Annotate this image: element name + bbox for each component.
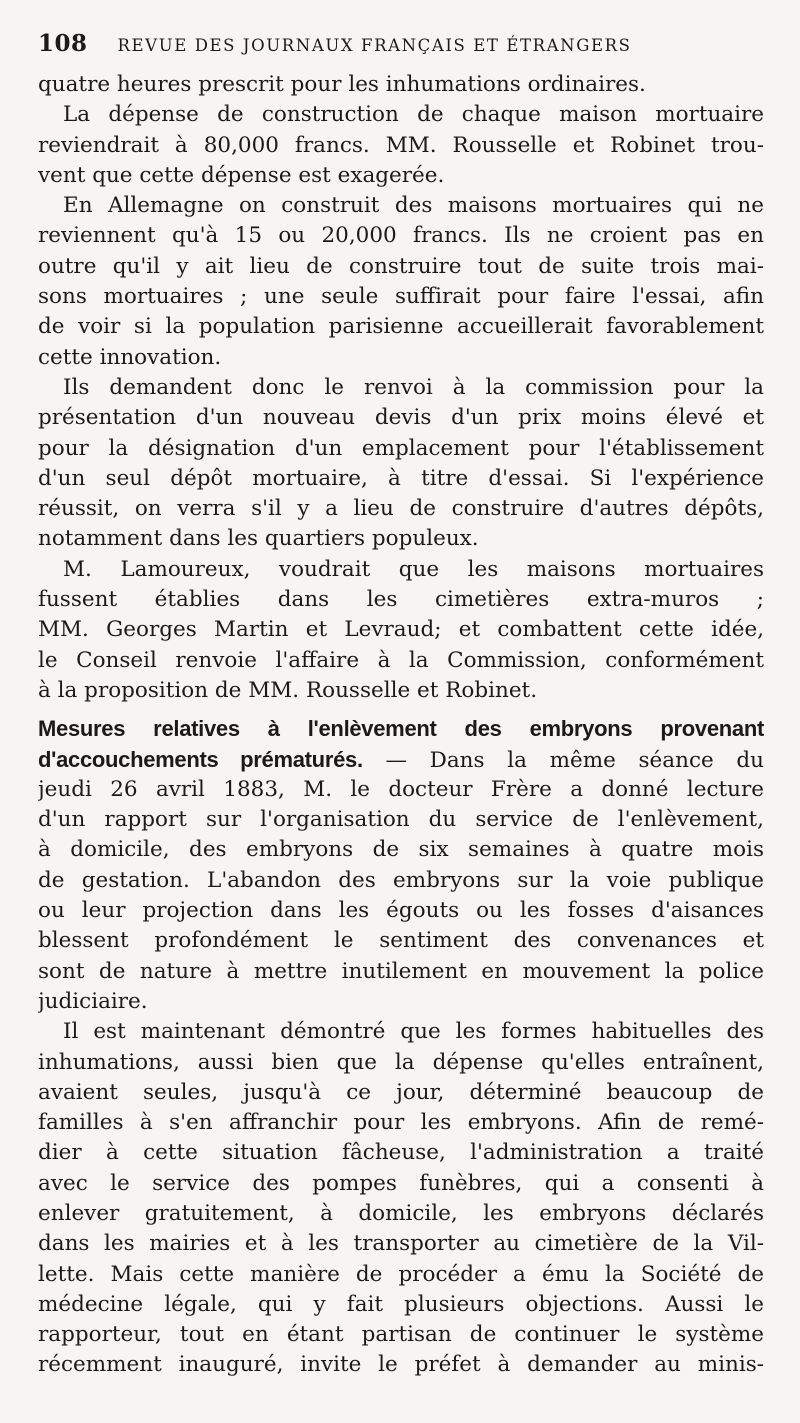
text-line: blessent profondément le sentiment des convenances et [38, 928, 764, 954]
page-number: 108 [38, 30, 88, 57]
running-header [38, 30, 764, 70]
text-line: Ils demandent donc le renvoi à la commission pour la [63, 374, 764, 400]
document-page [38, 30, 764, 1381]
text-line: d'un seul dépôt mortuaire, à titre d'essai. Si l'expérience [38, 465, 764, 491]
text-line: présentation d'un nouveau devis d'un prix moins élevé et [38, 405, 764, 431]
text-line: fussent établies dans les cimetières extra-muros ; [38, 587, 764, 613]
text-line: pour la désignation d'un emplacement pour l'établissement [38, 435, 764, 461]
body-text [38, 70, 764, 1381]
text-line: avaient seules, jusqu'à ce jour, déterminé beaucoup de [38, 1079, 764, 1105]
text-line: En Allemagne on construit des maisons mortuaires qui ne [63, 193, 764, 219]
text-line: jeudi 26 avril 1883, M. le docteur Frère a donné lecture [38, 776, 764, 802]
section-heading-continued: d'accouchements prématurés. [38, 746, 363, 772]
text-line: à la proposition de MM. Rousselle et Robinet. [38, 677, 538, 703]
paragraph-intro: — Dans la même séance du [362, 747, 764, 773]
text-line: de gestation. L'abandon des embryons sur la voie publique [38, 867, 764, 893]
text-line: judiciaire. [38, 988, 148, 1014]
paragraph [38, 775, 764, 1017]
text-line: vent que cette dépense est exagerée. [38, 162, 445, 188]
section-gap [38, 706, 764, 714]
journal-title: REVUE DES JOURNAUX FRANÇAIS ET ÉTRANGERS [117, 36, 632, 55]
paragraph [38, 555, 764, 706]
text-line: réussit, on verra s'il y a lieu de construire d'autres dépôts, [38, 496, 764, 522]
text-line: enlever gratuitement, à domicile, les embryons déclarés [38, 1200, 764, 1226]
text-line: M. Lamoureux, voudrait que les maisons mortuaires [63, 556, 764, 582]
text-line: récemment inauguré, invite le préfet à demander au minis- [38, 1352, 764, 1378]
text-line: avec le service des pompes funèbres, qui a consenti à [38, 1170, 764, 1196]
paragraph [38, 100, 764, 191]
text-line: ou leur projection dans les égouts ou les fosses d'aisances [38, 898, 764, 924]
text-line: d'un rapport sur l'organisation du service de l'enlèvement, [38, 807, 764, 833]
section-heading: Mesures relatives à l'enlèvement des embryons provenant [38, 716, 764, 742]
text-line: inhumations, aussi bien que la dépense qu'elles entraînent, [38, 1049, 764, 1075]
text-line: familles à s'en affranchir pour les embryons. Afin de remé- [38, 1110, 764, 1136]
text-line: reviendrait à 80,000 francs. MM. Rousselle et Robinet trou- [38, 132, 764, 158]
text-line: médecine légale, qui y fait plusieurs objections. Aussi le [38, 1291, 764, 1317]
text-line: le Conseil renvoie l'affaire à la Commission, conformément [38, 647, 764, 673]
paragraph [38, 191, 764, 373]
text-line: à domicile, des embryons de six semaines à quatre mois [38, 837, 764, 863]
text-line: de voir si la population parisienne accueillerait favorablement [38, 314, 764, 340]
text-line: reviennent qu'à 15 ou 20,000 francs. Ils ne croient pas en [38, 223, 764, 249]
text-line: quatre heures prescrit pour les inhumations ordinaires. [38, 72, 646, 97]
paragraph [38, 70, 764, 100]
text-line: rapporteur, tout en étant partisan de continuer le système [38, 1322, 764, 1348]
text-line: La dépense de construction de chaque maison mortuaire [63, 102, 764, 128]
section-heading-line-2 [38, 745, 764, 775]
text-line: lette. Mais cette manière de procéder a ému la Société de [38, 1261, 764, 1287]
text-line: notamment dans les quartiers populeux. [38, 526, 479, 552]
text-line: sont de nature à mettre inutilement en mouvement la police [38, 958, 764, 984]
paragraph [38, 1017, 764, 1381]
text-line: Il est maintenant démontré que les formes habituelles des [63, 1019, 764, 1045]
text-line: dier à cette situation fâcheuse, l'administration a traité [38, 1140, 764, 1166]
text-line: outre qu'il y ait lieu de construire tout de suite trois mai- [38, 253, 764, 279]
paragraph [38, 373, 764, 555]
text-line: dans les mairies et à les transporter au cimetière de la Vil- [38, 1231, 764, 1257]
text-line: MM. Georges Martin et Levraud; et combattent cette idée, [38, 617, 764, 643]
text-line: cette innovation. [38, 344, 222, 370]
text-line: sons mortuaires ; une seule suffirait pour faire l'essai, afin [38, 284, 764, 310]
